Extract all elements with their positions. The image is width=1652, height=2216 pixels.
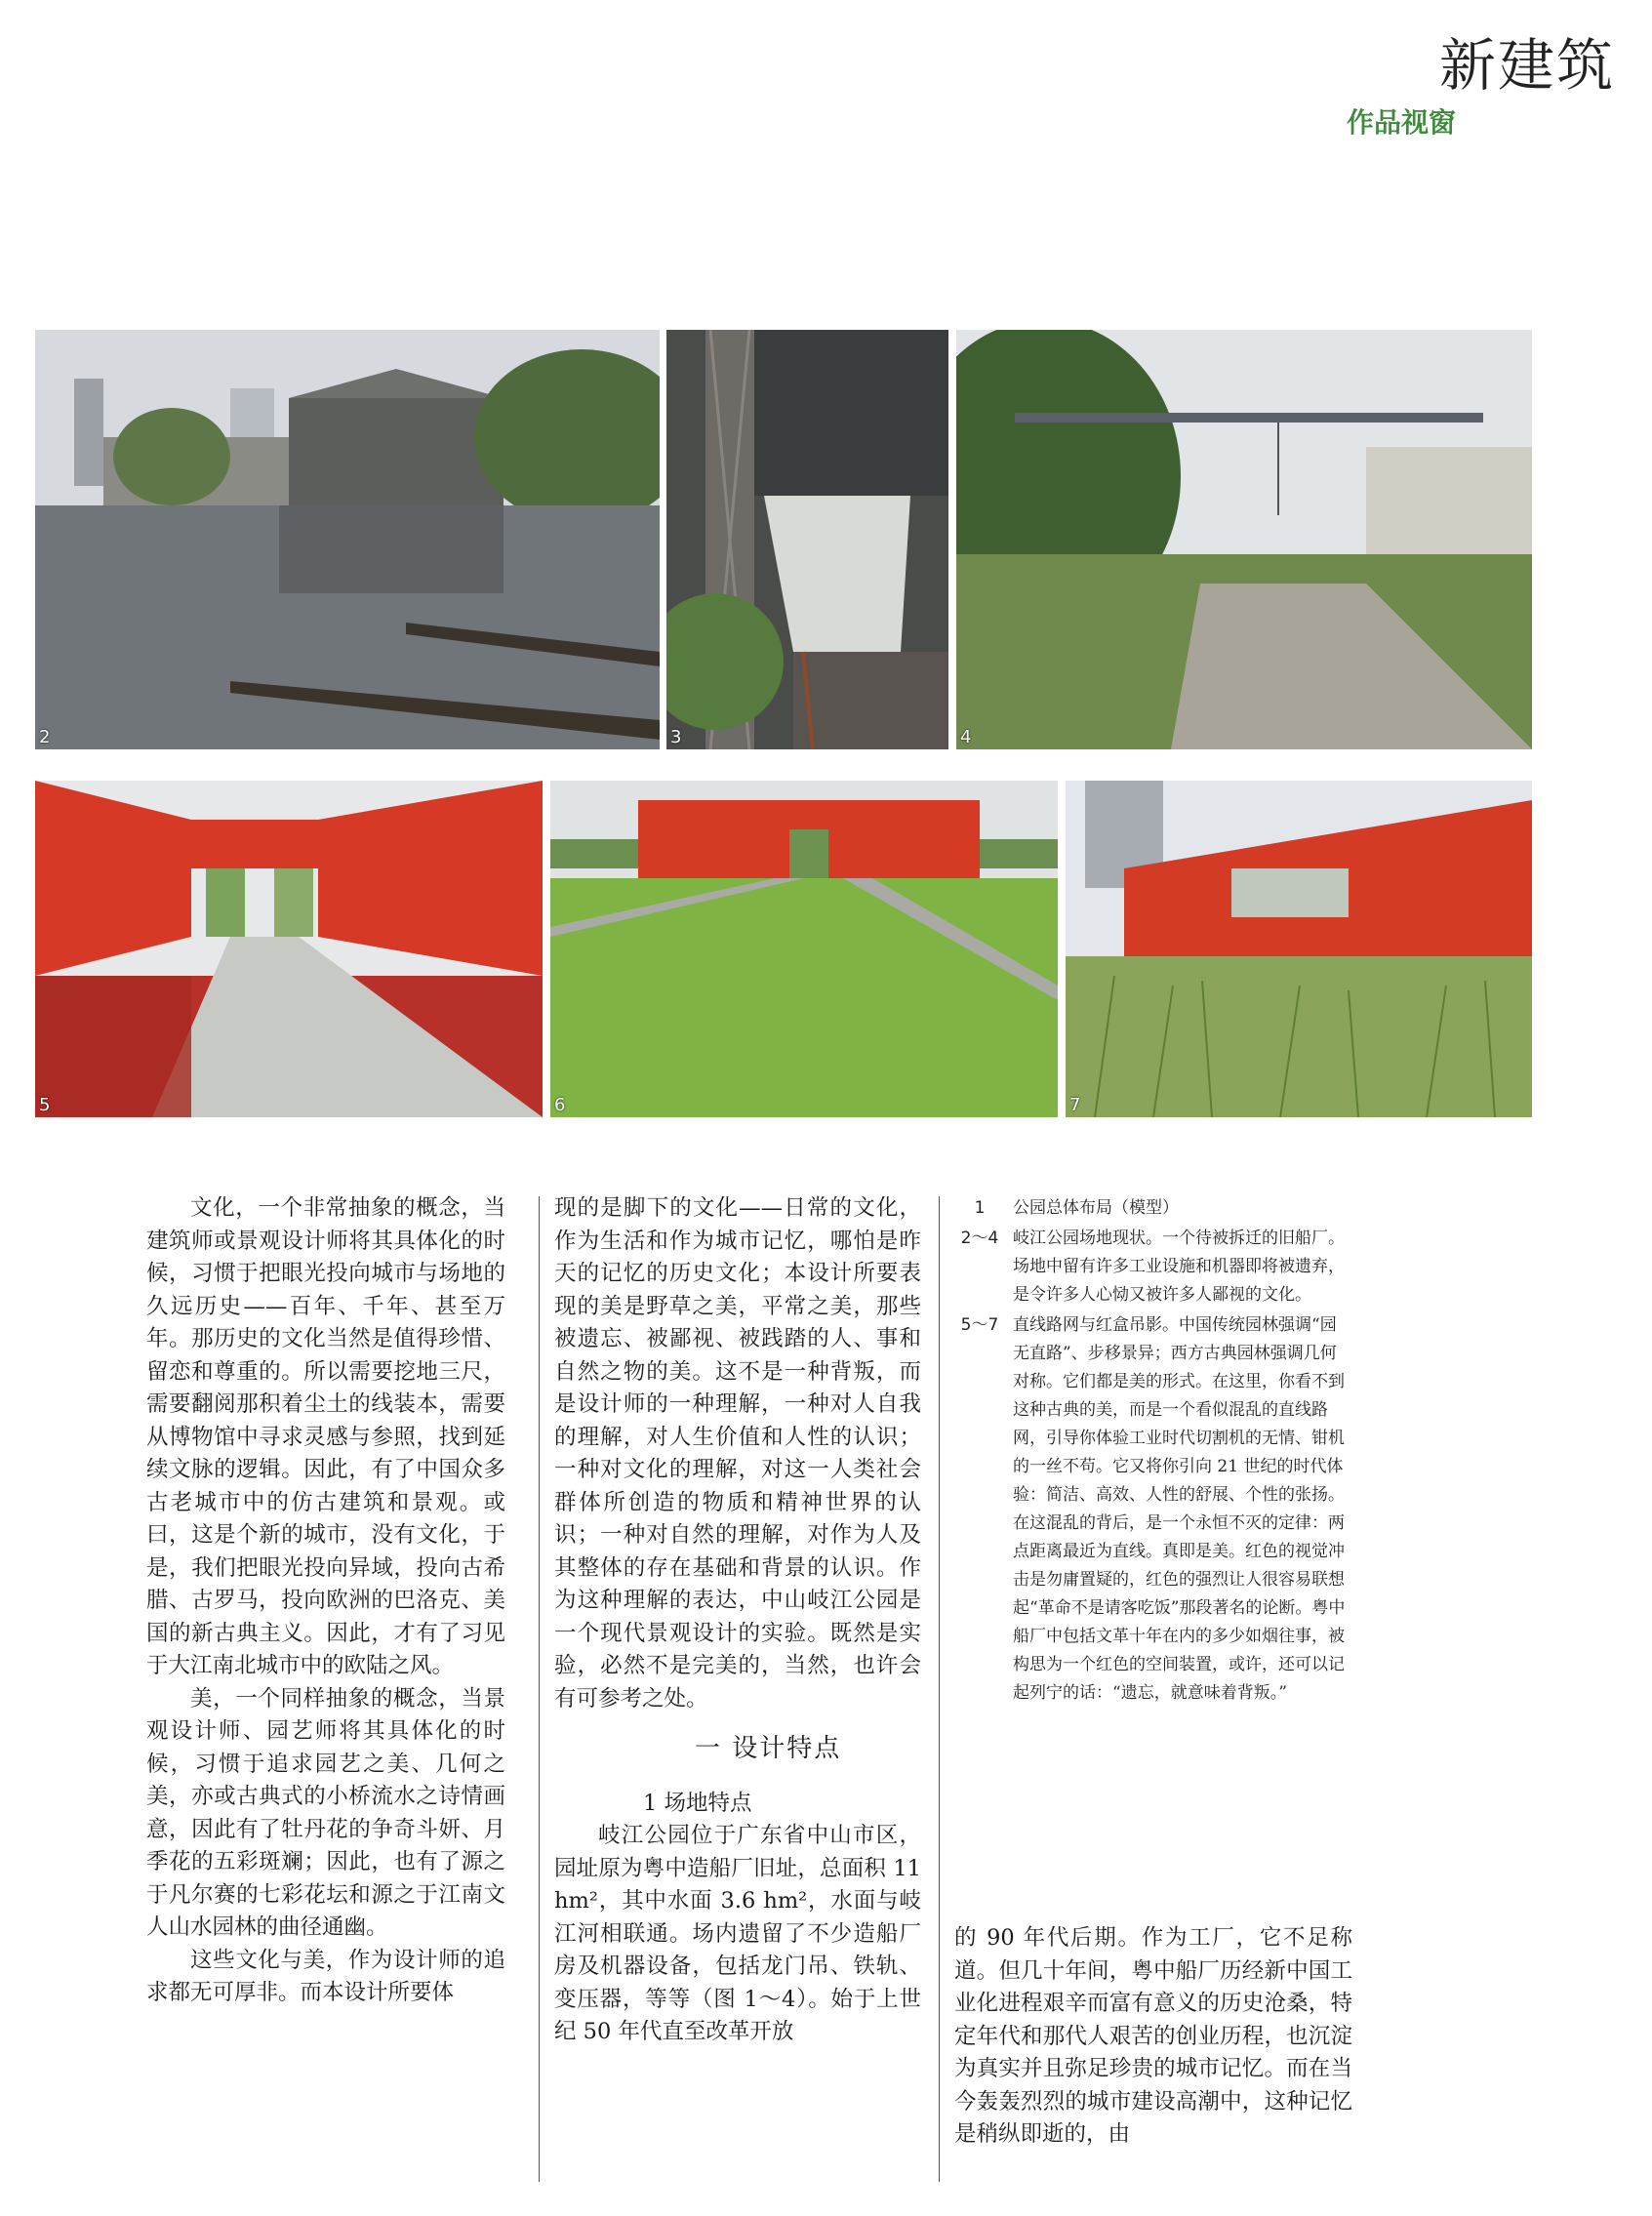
photo-river-shipyard: [35, 330, 660, 749]
paragraph: 这些文化与美，作为设计师的追求都无可厚非。而本设计所要体: [146, 1947, 505, 2005]
photo-red-box-grass: [1066, 781, 1532, 1117]
photo-red-walls-water: [35, 781, 543, 1117]
caption-item: [954, 1225, 1352, 1309]
caption-text: 岐江公园场地现状。一个待被拆迁的旧船厂。场地中留有许多工业设施和机器即将被遗弃，是令许多人心恸又被许多人鄙视的文化。: [1013, 1229, 1345, 1305]
caption-item: [954, 1311, 1352, 1708]
photo-number: 7: [1069, 1095, 1081, 1115]
caption-text: 直线路网与红盒吊影。中国传统园林强调“园无直路”、步移景异；西方古典园林强调几何对称。它们都是美的形式。在这里，你看不到这种古典的美，而是一个看似混乱的直线路网，引导你体验工业时代切割机的无情、钳机的一丝不苟。它又将你引向 21 世纪的时代体验：简洁、高效、人性的舒展、个性的张扬。在这混乱的背后，是一个永恒不灭的定律：两点距离最近为直线。真即是美。红色的视觉冲击是勿庸置疑的，红色的强烈让人很容易联想起“革命不是请客吃饭”那段著名的论断。粤中船厂中包括文革十年在内的多少如烟往事，被构思为一个红色的空间装置，或许，还可以记起列宁的话：“遗忘，就意味着背叛。”: [1013, 1315, 1346, 1703]
text-column-1: [146, 1192, 505, 2010]
paragraph: 的 90 年代后期。作为工厂，它不足称道。但几十年间，粤中船厂历经新中国工业化进程艰辛而富有意义的历史沧桑，特定年代和那代人艰苦的创业历程，也沉淀为真实并且弥足珍贵的城市记忆。而在当今轰轰烈烈的城市建设高潮中，这种记忆是稍纵即逝的，由: [954, 1925, 1352, 2147]
photo-number: 6: [554, 1095, 566, 1115]
caption-text: 公园总体布局（模型）: [1013, 1198, 1179, 1218]
figure-captions: [954, 1194, 1352, 1710]
column-divider: [539, 1196, 540, 2182]
text-column-4: [954, 1922, 1352, 2152]
section-subtitle: 作品视窗: [1347, 106, 1457, 139]
photo-gantry-closeup: [666, 330, 948, 749]
paragraph: 现的是脚下的文化——日常的文化，作为生活和作为城市记忆，哪怕是昨天的记忆的历史文化；本设计所要表现的美是野草之美，平常之美，那些被遗忘、被鄙视、被践踏的人、事和自然之物的美。这不是一种背叛，而是设计师的一种理解，一种对人自我的理解，对人生价值和人性的认识；一种对文化的理解，对这一人类社会群体所创造的物质和精神世界的认识；一种对自然的理解，对作为人及其整体的存在基础和背景的认识。作为这种理解的表达，中山岐江公园是一个现代景观设计的实验。既然是实验，必然不是完美的，当然，也许会有可参考之处。: [554, 1195, 921, 1712]
caption-item: [954, 1194, 1352, 1223]
photo-red-box-lawn: [550, 781, 1058, 1117]
text-column-2: [554, 1192, 921, 2049]
photo-overhead-crane: [956, 330, 1532, 749]
photo-number: 2: [39, 727, 51, 747]
page-title: 新建筑: [1438, 32, 1615, 99]
column-divider: [939, 1196, 940, 2182]
caption-number: 5～7: [960, 1315, 999, 1335]
paragraph: 文化，一个非常抽象的概念，当建筑师或景观设计师将其具体化的时候，习惯于把眼光投向城市与场地的久远历史——百年、千年、甚至万年。那历史的文化当然是值得珍惜、留恋和尊重的。所以需要挖地三尺，需要翻阅那积着尘土的线装本，需要从博物馆中寻求灵感与参照，找到延续文脉的逻辑。因此，有了中国众多古老城市中的仿古建筑和景观。或曰，这是个新的城市，没有文化，于是，我们把眼光投向异域，投向古希腊、古罗马，投向欧洲的巴洛克、美国的新古典主义。因此，才有了习见于大江南北城市中的欧陆之风。: [146, 1195, 505, 1678]
paragraph: 岐江公园位于广东省中山市区，园址原为粤中造船厂旧址，总面积 11 hm²，其中水面 3.6 hm²，水面与岐江河相联通。场内遗留了不少造船厂房及机器设备，包括龙门吊、铁轨、变压器，等等（图 1～4）。始于上世纪 50 年代直至改革开放: [554, 1823, 921, 2044]
subsection-heading: 1 场地特点: [643, 1790, 752, 1816]
caption-number: 2～4: [960, 1229, 999, 1248]
caption-number: 1: [974, 1198, 986, 1218]
photo-number: 3: [670, 727, 682, 747]
section-heading: 一 设计特点: [695, 1734, 842, 1763]
paragraph: 美，一个同样抽象的概念，当景观设计师、园艺师将其具体化的时候，习惯于追求园艺之美、几何之美，亦或古典式的小桥流水之诗情画意，因此有了牡丹花的争奇斗妍、月季花的五彩斑斓；因此，也有了源之于凡尔赛的七彩花坛和源之于江南文人山水园林的曲径通幽。: [146, 1685, 505, 1940]
photo-number: 4: [960, 727, 972, 747]
photo-number: 5: [39, 1095, 51, 1115]
